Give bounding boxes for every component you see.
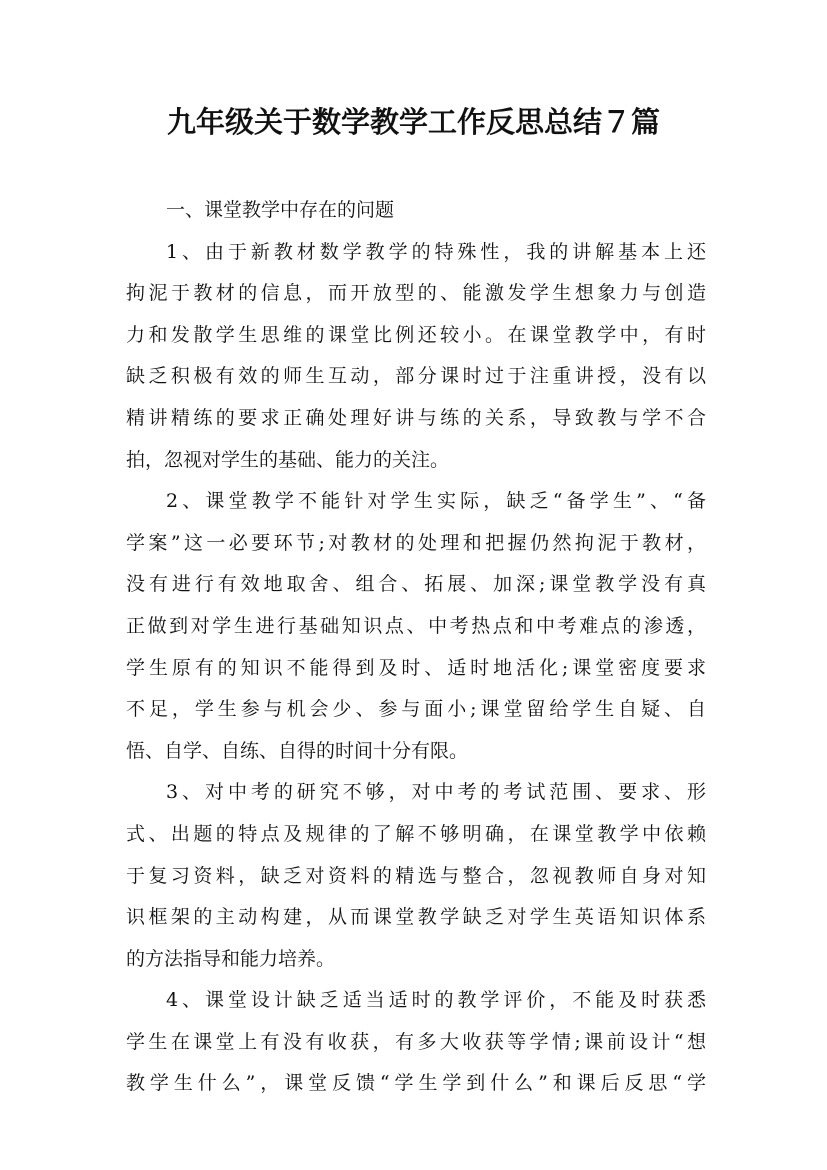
paragraph-line: 于复习资料，缺乏对资料的精选与整合，忽视教师自身对知 (126, 864, 706, 887)
paragraph-line: 正做到对学生进行基础知识点、中考热点和中考难点的渗透， (126, 614, 706, 637)
paragraph-line: 缺乏积极有效的师生互动，部分课时过于注重讲授，没有以 (126, 365, 706, 388)
paragraph-line: 1、由于新教材数学教学的特殊性，我的讲解基本上还 (166, 240, 706, 263)
paragraph-line: 教学生什么”，课堂反馈“学生学到什么”和课后反思“学 (126, 1072, 706, 1095)
paragraph-line: 不足，学生参与机会少、参与面小;课堂留给学生自疑、自 (126, 698, 706, 721)
paragraph-line: 力和发散学生思维的课堂比例还较小。在课堂教学中，有时 (126, 323, 706, 346)
document-body (126, 190, 706, 1105)
paragraph-line: 拘泥于教材的信息，而开放型的、能激发学生想象力与创造 (126, 282, 706, 305)
paragraph-line: 的方法指导和能力培养。 (126, 947, 336, 970)
paragraph-line: 式、出题的特点及规律的了解不够明确，在课堂教学中依赖 (126, 822, 706, 845)
paragraph-line: 学生原有的知识不能得到及时、适时地活化;课堂密度要求 (126, 656, 706, 679)
paragraph-line: 识框架的主动构建，从而课堂教学缺乏对学生英语知识体系 (126, 906, 706, 929)
paragraph-line: 学案”这一必要环节;对教材的处理和把握仍然拘泥于教材， (126, 531, 706, 554)
paragraph-line: 没有进行有效地取舍、组合、拓展、加深;课堂教学没有真 (126, 573, 706, 596)
section-heading: 一、课堂教学中存在的问题 (166, 199, 395, 221)
paragraph-line: 精讲精练的要求正确处理好讲与练的关系，导致教与学不合 (126, 406, 706, 429)
paragraph-line: 3、对中考的研究不够，对中考的考试范围、要求、形 (166, 781, 706, 804)
paragraph-line: 悟、自学、自练、自得的时间十分有限。 (126, 739, 469, 762)
paragraph-line: 4、课堂设计缺乏适当适时的教学评价，不能及时获悉 (166, 989, 706, 1012)
paragraph-line: 拍，忽视对学生的基础、能力的关注。 (126, 448, 450, 471)
document-title: 九年级关于数学教学工作反思总结７篇 (166, 105, 660, 139)
paragraph-line: 2、课堂教学不能针对学生实际，缺乏“备学生”、“备 (166, 490, 706, 513)
paragraph-line: 学生在课堂上有没有收获，有多大收获等学情;课前设计“想 (126, 1030, 706, 1053)
